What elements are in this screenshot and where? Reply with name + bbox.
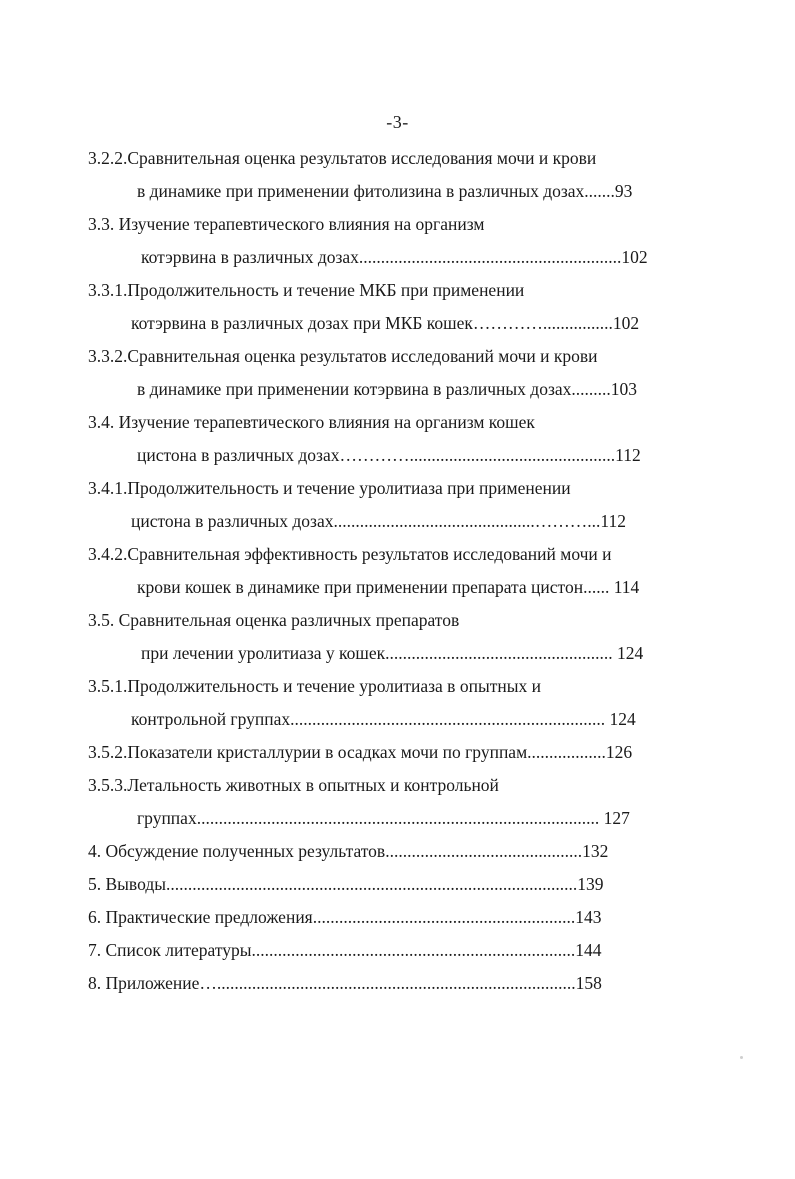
toc-entry-3-5-1-line-1: 3.5.1.Продолжительность и течение уролитиаза в опытных и [88, 676, 541, 696]
toc-entry-3-2-2-line-2: в динамике при применении фитолизина в различных дозах.......93 [137, 181, 633, 201]
toc-entry-3-5-line-2: при лечении уролитиаза у кошек.................................................... 124 [141, 643, 644, 663]
toc-entry-3-5-line-1: 3.5. Сравнительная оценка различных препаратов [88, 610, 460, 630]
toc-entry-7: 7. Список литературы..........................................................................144 [88, 940, 602, 960]
toc-entry-3-5-1-line-2: контрольной группах........................................................................ 124 [131, 709, 636, 729]
toc-entry-3-4-1-line-1: 3.4.1.Продолжительность и течение уролитиаза при применении [88, 478, 571, 498]
toc-entry-3-4-line-1: 3.4. Изучение терапевтического влияния на организм кошек [88, 412, 535, 432]
toc-entry-3-3-line-2: котэрвина в различных дозах............................................................102 [141, 247, 648, 267]
toc-entry-3-3-2-line-2: в динамике при применении котэрвина в различных дозах.........103 [137, 379, 638, 399]
toc-entry-3-5-2: 3.5.2.Показатели кристаллурии в осадках мочи по группам..................126 [88, 742, 633, 762]
toc-entry-3-4-line-2: цистона в различных дозах…………...............................................112 [137, 445, 641, 465]
toc-entry-8: 8. Приложение…..................................................................................158 [88, 973, 602, 993]
toc-entry-3-3-line-1: 3.3. Изучение терапевтического влияния на организм [88, 214, 485, 234]
toc-entry-3-3-2-line-1: 3.3.2.Сравнительная оценка результатов исследований мочи и крови [88, 346, 598, 366]
toc-entry-3-4-1-line-2: цистона в различных дозах..............................................………...112 [131, 511, 626, 531]
toc-entry-6: 6. Практические предложения............................................................143 [88, 907, 602, 927]
page-number: -3- [386, 112, 409, 132]
toc-entry-3-4-2-line-1: 3.4.2.Сравнительная эффективность результатов исследований мочи и [88, 544, 612, 564]
toc-entry-3-4-2-line-2: крови кошек в динамике при применении препарата цистон...... 114 [137, 577, 640, 597]
scan-speck [740, 1056, 743, 1059]
toc-entry-5: 5. Выводы..............................................................................................139 [88, 874, 604, 894]
toc-entry-3-5-3-line-1: 3.5.3.Летальность животных в опытных и контрольной [88, 775, 499, 795]
toc-entry-3-5-3-line-2: группах............................................................................................ 127 [137, 808, 630, 828]
toc-entry-3-3-1-line-1: 3.3.1.Продолжительность и течение МКБ при применении [88, 280, 525, 300]
toc-entry-4: 4. Обсуждение полученных результатов.............................................132 [88, 841, 609, 861]
toc-entry-3-3-1-line-2: котэрвина в различных дозах при МКБ кошек…………................102 [131, 313, 640, 333]
toc-entry-3-2-2-line-1: 3.2.2.Сравнительная оценка результатов исследования мочи и крови [88, 148, 597, 168]
